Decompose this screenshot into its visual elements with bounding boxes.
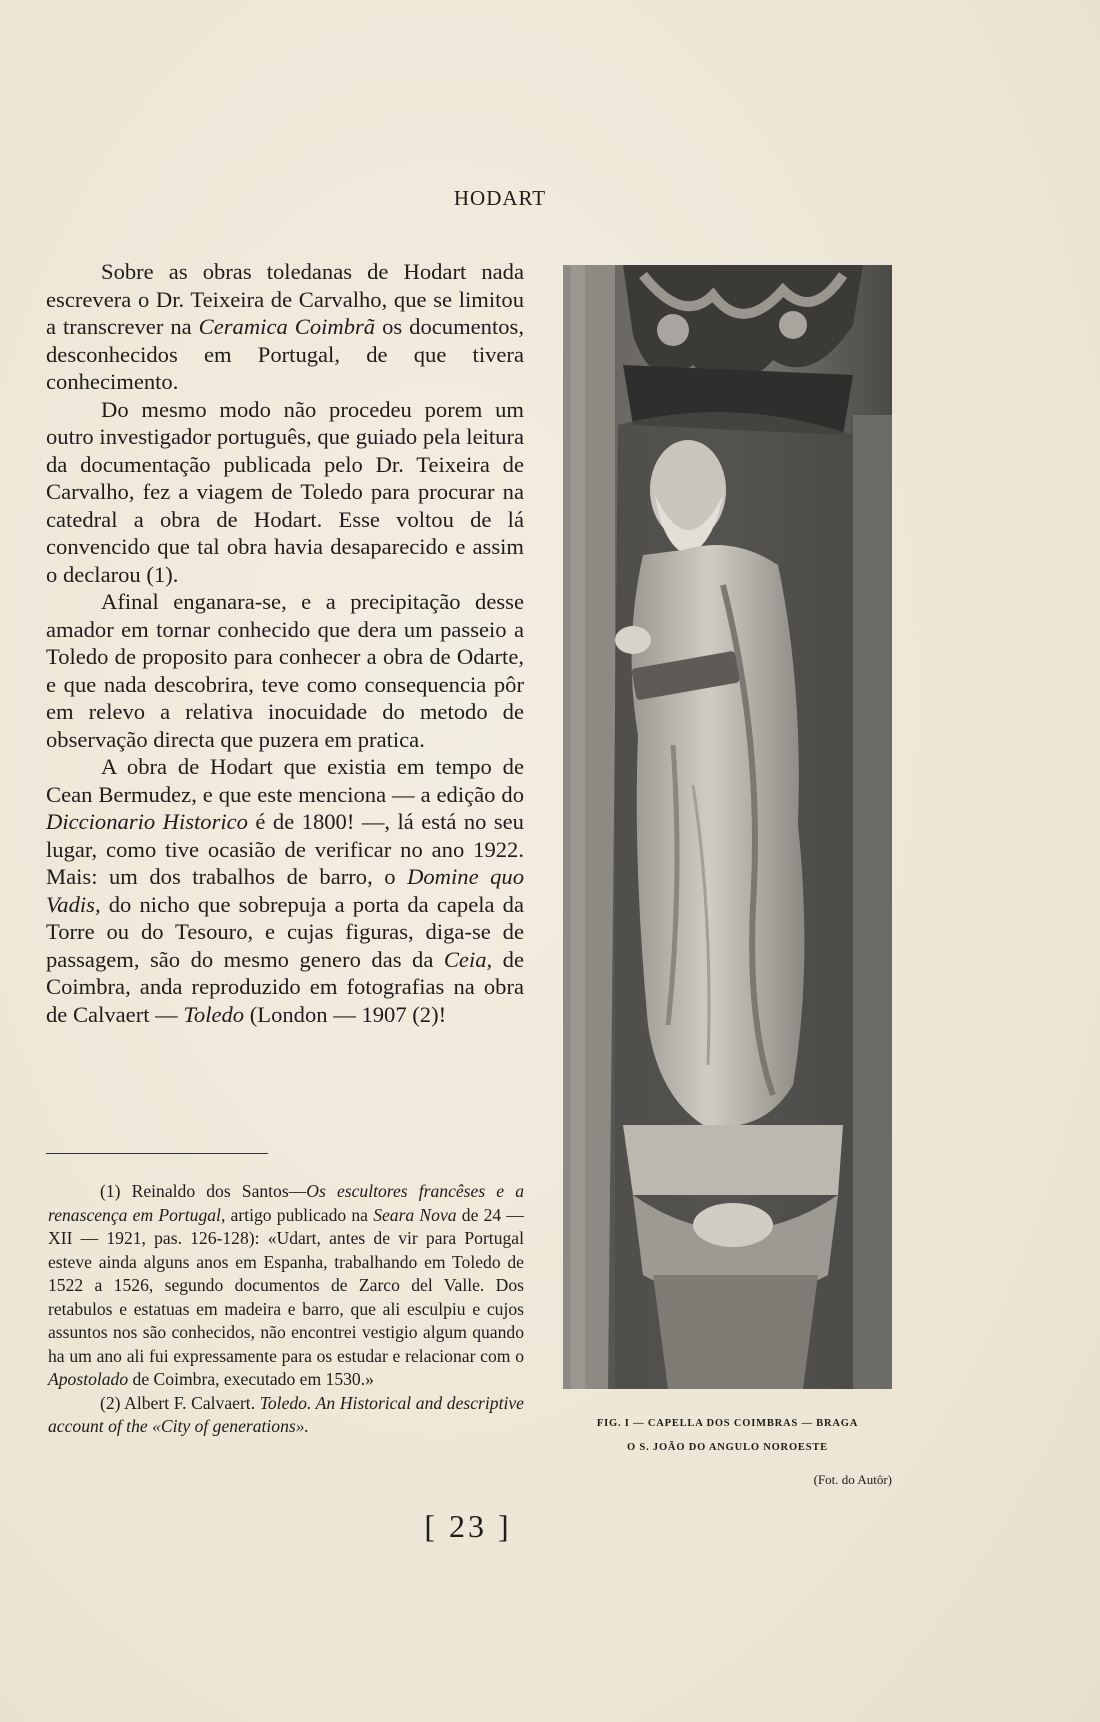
photo-credit: (Fot. do Autôr) [813,1472,892,1487]
italic-span: Diccionario Historico [46,809,248,834]
italic-span: Os escultores francêses e a renascença em Portugal, [48,1181,524,1225]
paragraph: Sobre as obras toledanas de Hodart nada escrevera o Dr. Teixeira de Carvalho, que se limitou a transcrever na Ceramica Coimbrã os documentos, desconhecidos em Portugal, de que tivera conhecimento. [46,259,524,394]
figure-caption-title: FIG. I — CAPELLA DOS COIMBRAS — BRAGA [596,1418,859,1429]
italic-span: Apostolado [48,1369,129,1389]
italic-span: Seara Nova [373,1204,457,1225]
paragraph: A obra de Hodart que existia em tempo de Cean Bermudez, e que este menciona — a edição do Diccionario Historico é de 1800! —, lá está no seu lugar, como tive ocasião de verificar no ano 1922. Mais: um dos trabalhos de barro, o Domine quo Vadis, do nicho que sobrepuja a porta da capela da Torre ou do Tesouro, e cujas figuras, diga-se de passagem, são do mesmo genero das da Ceia, de Coimbra, anda reproduzido em fotografias na obra de Calvaert — Toledo (London — 1907 (2)! [46,754,524,1027]
italic-span: Toledo [183,1001,245,1027]
italic-span: Domine quo Vadis, [46,864,524,917]
italic-span: Toledo. An Historical and descriptive account of the «City of generations». [48,1392,524,1436]
italic-span: Ceia, [443,946,493,972]
paragraph: Do mesmo modo não procedeu porem um outro investigador português, que guiado pela leitura da documentação publicada pelo Dr. Teixeira de Carvalho, fez a viagem de Toledo para procurar na catedral a obra de Hodart. Esse voltou de lá convencido que tal obra havia desaparecido e assim o declarou (1). [46,396,524,587]
page-number: [ 23 ] [424,1508,512,1544]
paragraph: Afinal enganara-se, e a precipitação desse amador em tornar conhecido que dera um passeio a Toledo de proposito para conhecer a obra de Odarte, e que nada descobrira, teve como consequencia pôr em relevo a relativa inocuidade do metodo de observação directa que puzera em pratica. [46,589,524,752]
main-text [46,258,524,1028]
footnotes [48,1180,524,1439]
footnote-divider [46,1153,268,1154]
footnote-1: (1) Reinaldo dos Santos—Os escultores francêses e a renascença em Portugal, artigo publicado na Seara Nova de 24 — XII — 1921, pas. 126-128): «Udart, antes de vir para Portugal esteve ainda alguns anos em Espanha, trabalhando em Toledo de 1522 a 1526, segundo documentos de Zarco del Valle. Dos retabulos e estatuas em madeira e barro, que ali esculpiu e cujos assuntos nos são conhecidos, não encontrei vestigio algum quando ha um ano ali fui expressamente para os estudar e relacionar com o Apostolado de Coimbra, executado em 1530.» [48,1181,524,1389]
running-head: HODART [453,186,547,210]
figure-photo-statue [563,265,892,1389]
figure-caption-subtitle: O S. JOÃO DO ANGULO NOROESTE [627,1442,828,1453]
statue-photo-illustration [563,265,892,1389]
italic-span: Ceramica Coimbrã [198,314,376,339]
footnote-2: (2) Albert F. Calvaert. Toledo. An Historical and descriptive account of the «City of generations». [48,1392,524,1436]
